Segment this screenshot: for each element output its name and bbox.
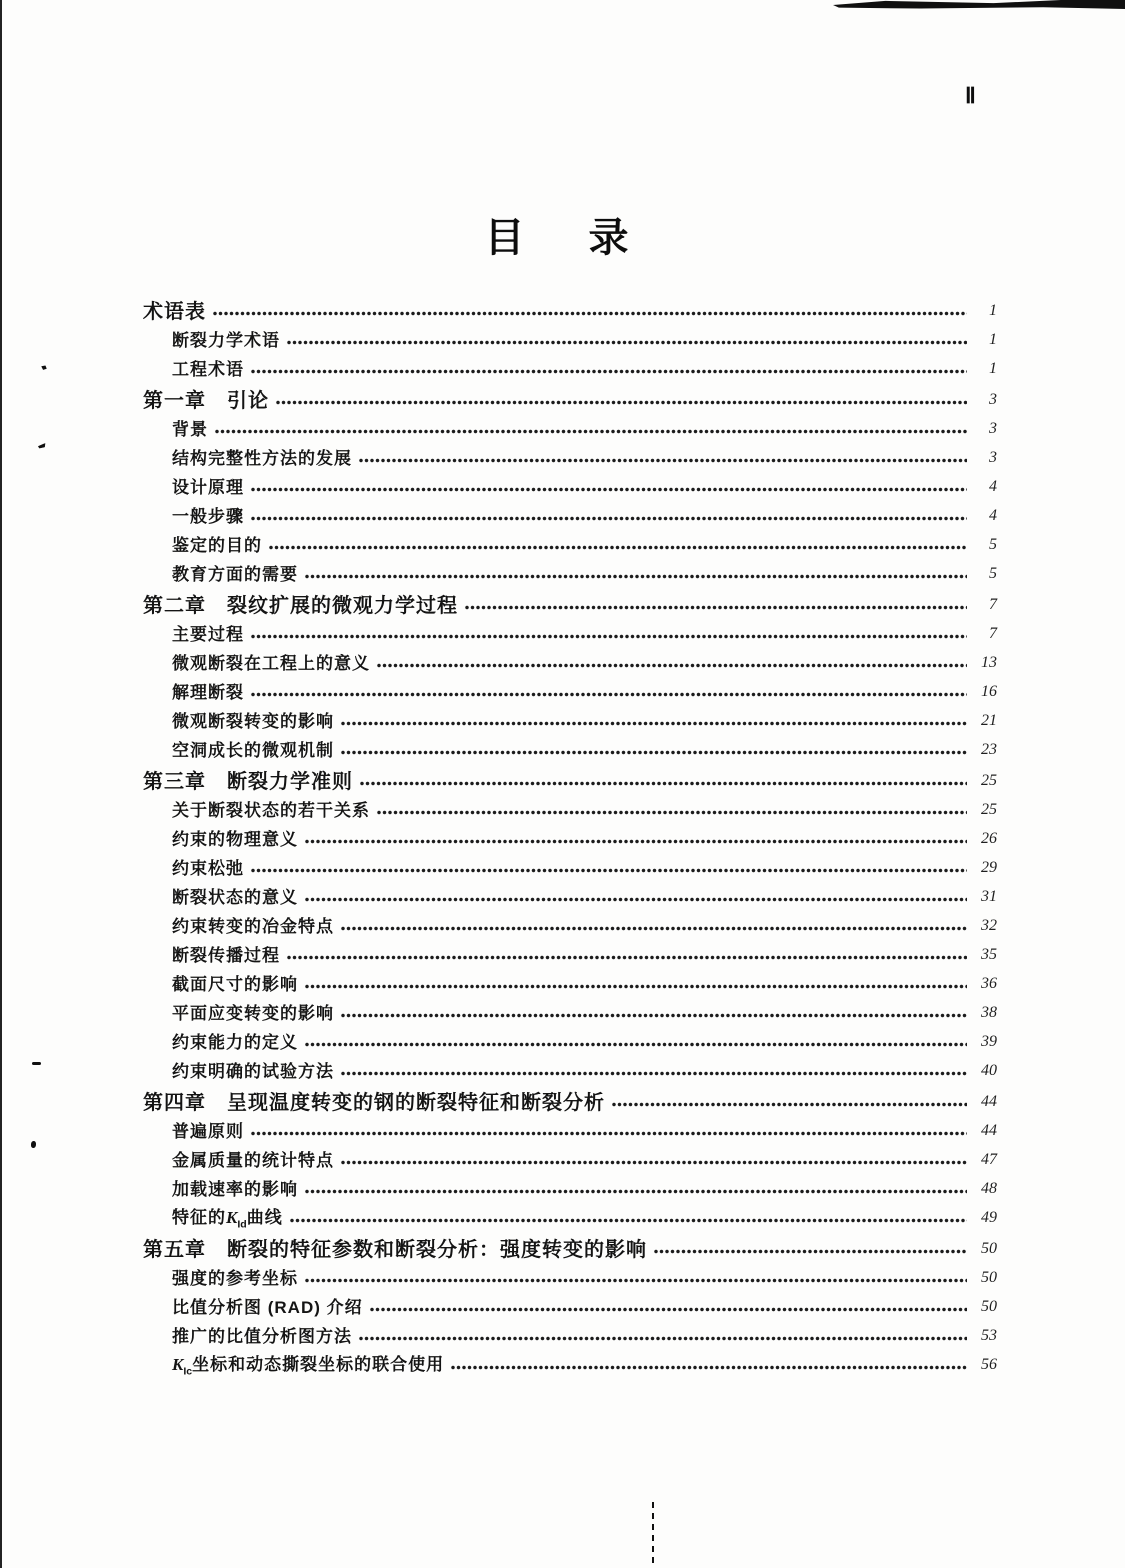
toc-entry (143, 384, 997, 413)
dot-leader (305, 1276, 967, 1285)
dot-leader (251, 866, 967, 875)
dot-leader (215, 427, 967, 436)
dot-leader (305, 982, 967, 991)
toc-page-number: 50 (981, 1297, 997, 1315)
toc-entry (143, 353, 997, 382)
toc-entry (143, 442, 997, 471)
scan-artifact-speck (38, 443, 47, 449)
toc-entry-label: 约束松弛 (172, 859, 244, 878)
dot-leader (370, 1305, 967, 1314)
toc-page-number: 25 (981, 771, 997, 789)
toc-entry-label: 强度的参考坐标 (172, 1269, 298, 1288)
toc-page-number: 38 (981, 1003, 997, 1021)
toc-entry (143, 823, 997, 852)
toc-entry-label: 结构完整性方法的发展 (172, 449, 352, 468)
toc-entry (143, 295, 997, 324)
toc-entry (143, 997, 997, 1026)
toc-list (143, 293, 997, 1378)
toc-page-number: 21 (981, 711, 997, 729)
toc-entry-label: 第五章 断裂的特征参数和断裂分析：强度转变的影响 (143, 1239, 647, 1261)
toc-page-number: 4 (989, 506, 997, 524)
toc-entry-label: 主要过程 (172, 625, 244, 644)
toc-entry (143, 1055, 997, 1084)
dot-leader (341, 719, 967, 728)
toc-entry (143, 1262, 997, 1291)
toc-page-number: 4 (989, 477, 997, 495)
dot-leader (612, 1100, 967, 1109)
toc-entry (143, 968, 997, 997)
dot-leader (251, 690, 967, 699)
dot-leader (276, 398, 967, 407)
toc-page-number: 50 (981, 1268, 997, 1286)
toc-entry-label: 鉴定的目的 (172, 536, 262, 555)
dot-leader (359, 1334, 967, 1343)
toc-page-number: 1 (989, 359, 997, 377)
toc-entry-label: 背景 (172, 420, 208, 439)
toc-entry (143, 1349, 997, 1378)
toc-page-number: 56 (981, 1355, 997, 1373)
toc-entry-label: 断裂传播过程 (172, 946, 280, 965)
toc-entry (143, 705, 997, 734)
dot-leader (251, 632, 967, 641)
dot-leader (305, 1187, 967, 1196)
dot-leader (305, 572, 967, 581)
dot-leader (451, 1363, 967, 1372)
dot-leader (305, 837, 967, 846)
toc-entry (143, 324, 997, 353)
scan-artifact-binding-mark (652, 1502, 654, 1568)
toc-entry-label: 微观断裂在工程上的意义 (172, 654, 370, 673)
toc-entry-label: 断裂状态的意义 (172, 888, 298, 907)
toc-entry (143, 1233, 997, 1262)
dot-leader (251, 1129, 967, 1138)
toc-entry-label: 平面应变转变的影响 (172, 1004, 334, 1023)
toc-entry-label: 教育方面的需要 (172, 565, 298, 584)
toc-page-number: 3 (989, 448, 997, 466)
scan-artifact-speck (31, 1141, 36, 1148)
toc-entry (143, 1026, 997, 1055)
toc-page-number: 7 (989, 595, 997, 613)
toc-page-number: 44 (981, 1092, 997, 1110)
dot-leader (290, 1216, 967, 1225)
toc-entry (143, 1115, 997, 1144)
toc-page-number: 23 (981, 740, 997, 758)
toc-entry-label: 设计原理 (172, 478, 244, 497)
toc-entry-label: 断裂力学术语 (172, 331, 280, 350)
dot-leader (654, 1247, 967, 1256)
toc-entry-label: 术语表 (143, 301, 206, 323)
toc-page-number: 5 (989, 564, 997, 582)
toc-entry-label: 普遍原则 (172, 1122, 244, 1141)
toc-entry (143, 618, 997, 647)
toc-entry-label: 解理断裂 (172, 683, 244, 702)
toc-entry-label: 第三章 断裂力学准则 (143, 771, 353, 793)
toc-entry (143, 765, 997, 794)
dot-leader (377, 808, 967, 817)
dot-leader (359, 456, 967, 465)
dot-leader (287, 338, 967, 347)
toc-page-number: 16 (981, 682, 997, 700)
toc-entry-label: 第四章 呈现温度转变的钢的断裂特征和断裂分析 (143, 1092, 605, 1114)
page-number-folio: Ⅱ (965, 83, 976, 108)
dot-leader (465, 603, 967, 612)
toc-page-number: 1 (989, 301, 997, 319)
toc-entry-label: 截面尺寸的影响 (172, 975, 298, 994)
toc-entry-label: 一般步骤 (172, 507, 244, 526)
scan-artifact-speck (32, 1062, 41, 1065)
toc-page-number: 40 (981, 1061, 997, 1079)
toc-page-number: 26 (981, 829, 997, 847)
toc-entry (143, 852, 997, 881)
toc-entry (143, 589, 997, 618)
toc-page-number: 39 (981, 1032, 997, 1050)
toc-entry-label: 加载速率的影响 (172, 1180, 298, 1199)
toc-entry-label: 特征的$K_{Id}$曲线 (172, 1207, 283, 1231)
toc-page-number: 36 (981, 974, 997, 992)
toc-page-number: 31 (981, 887, 997, 905)
dot-leader (213, 309, 967, 318)
toc-page-number: 35 (981, 945, 997, 963)
toc-entry (143, 471, 997, 500)
toc-page-number: 50 (981, 1239, 997, 1257)
toc-page-number: 53 (981, 1326, 997, 1344)
dot-leader (251, 367, 967, 376)
toc-page-number: 3 (989, 419, 997, 437)
toc-page-number: 32 (981, 916, 997, 934)
toc-entry (143, 881, 997, 910)
toc-entry (143, 676, 997, 705)
dot-leader (251, 514, 967, 523)
toc-page-number: 47 (981, 1150, 997, 1168)
toc-entry-label: 关于断裂状态的若干关系 (172, 801, 370, 820)
toc-entry-label: 比值分析图 (RAD) 介绍 (172, 1298, 363, 1317)
toc-entry-label: 约束明确的试验方法 (172, 1062, 334, 1081)
toc-entry (143, 500, 997, 529)
toc-entry (143, 910, 997, 939)
dot-leader (377, 661, 967, 670)
toc-entry (143, 558, 997, 587)
toc-page-number: 5 (989, 535, 997, 553)
toc-entry-label: 第一章 引论 (143, 390, 269, 412)
toc-page-number: 13 (981, 653, 997, 671)
toc-page-number: 3 (989, 390, 997, 408)
dot-leader (287, 953, 967, 962)
toc-entry-label: $K_{Ic}$坐标和动态撕裂坐标的联合使用 (172, 1354, 445, 1378)
toc-entry-label: 第二章 裂纹扩展的微观力学过程 (143, 595, 458, 617)
toc-entry (143, 1144, 997, 1173)
toc-entry-label: 推广的比值分析图方法 (172, 1327, 352, 1346)
dot-leader (251, 485, 967, 494)
toc-page-number: 25 (981, 800, 997, 818)
toc-entry (143, 1291, 997, 1320)
toc-entry (143, 1202, 997, 1231)
dot-leader (341, 1069, 967, 1078)
toc-entry (143, 734, 997, 763)
toc-entry-label: 工程术语 (172, 360, 244, 379)
toc-page-number: 1 (989, 330, 997, 348)
toc-entry (143, 413, 997, 442)
scan-artifact-speck (40, 364, 48, 372)
dot-leader (269, 543, 967, 552)
toc-entry (143, 939, 997, 968)
toc-page-number: 44 (981, 1121, 997, 1139)
scan-artifact-top-bar (833, 0, 1125, 9)
toc-entry-label: 金属质量的统计特点 (172, 1151, 334, 1170)
toc-entry-label: 微观断裂转变的影响 (172, 712, 334, 731)
toc-page-number: 29 (981, 858, 997, 876)
toc-entry (143, 529, 997, 558)
dot-leader (341, 748, 967, 757)
dot-leader (360, 779, 967, 788)
toc-page-number: 7 (989, 624, 997, 642)
toc-entry-label: 空洞成长的微观机制 (172, 741, 334, 760)
toc-entry (143, 1320, 997, 1349)
dot-leader (341, 1158, 967, 1167)
toc-entry (143, 647, 997, 676)
toc-page-number: 49 (981, 1208, 997, 1226)
dot-leader (305, 1040, 967, 1049)
toc-entry-label: 约束能力的定义 (172, 1033, 298, 1052)
dot-leader (305, 895, 967, 904)
page-title: 目 录 (484, 216, 641, 260)
dot-leader (341, 924, 967, 933)
toc-entry-label: 约束的物理意义 (172, 830, 298, 849)
toc-entry (143, 1086, 997, 1115)
toc-entry (143, 1173, 997, 1202)
dot-leader (341, 1011, 967, 1020)
toc-entry-label: 约束转变的冶金特点 (172, 917, 334, 936)
toc-page-number: 48 (981, 1179, 997, 1197)
toc-entry (143, 794, 997, 823)
